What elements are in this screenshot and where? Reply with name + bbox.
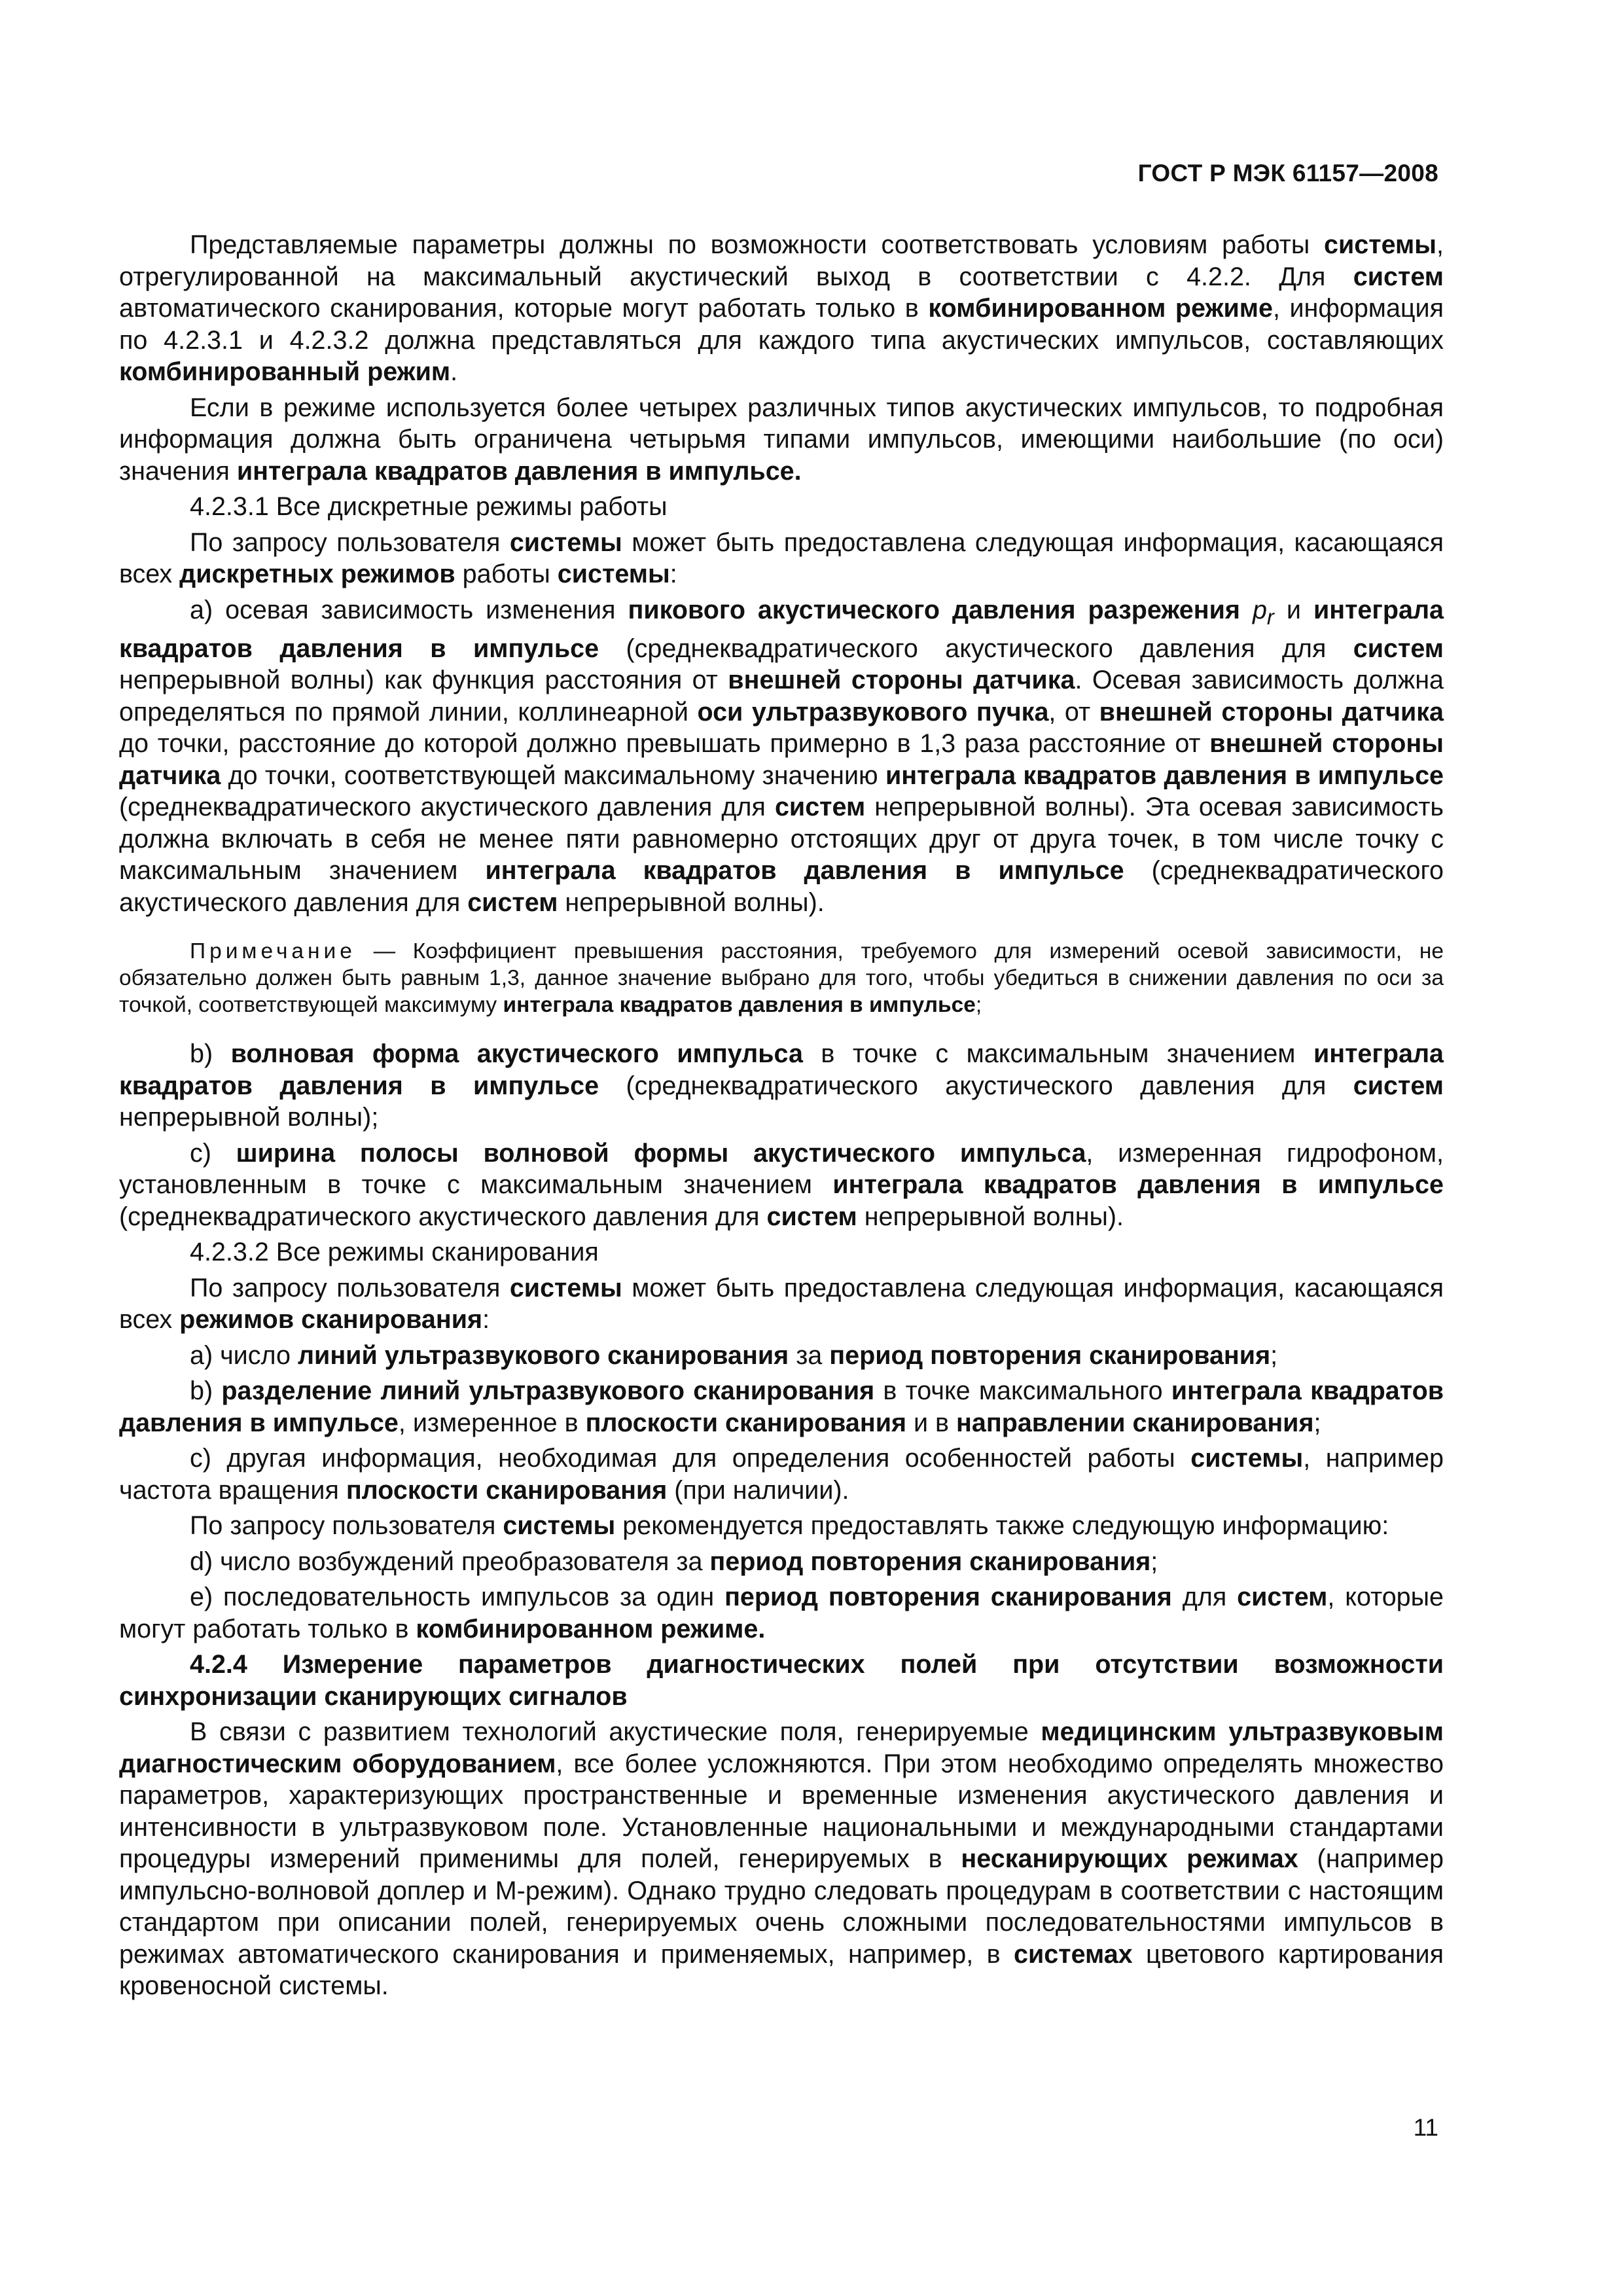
- text-run: Представляемые параметры должны по возможности соответствовать условиям работы: [190, 230, 1325, 259]
- text-run: .: [450, 357, 458, 386]
- text-run: , например частота вращения: [119, 1444, 1444, 1505]
- text-run: в точке максимального: [874, 1376, 1171, 1406]
- text-run: c): [190, 1138, 236, 1168]
- text-run: . Осевая зависимость должна определяться по прямой линии, коллинеарной: [119, 666, 1444, 726]
- text-run: интеграла квадратов давления в импульсе: [119, 1039, 1444, 1100]
- text-run: В связи с развитием технологий акустические поля, генерируемые: [190, 1717, 1041, 1747]
- text-run: дискретных режимов: [179, 560, 455, 588]
- text-run: , отрегулированной на максимальный акустический выход в соответствии с 4.2.2. Для: [119, 230, 1444, 291]
- body-paragraph: [119, 491, 1444, 523]
- text-run: комбинированном режиме: [928, 294, 1273, 323]
- body-paragraph: [119, 1340, 1444, 1372]
- text-run: По запросу пользователя: [190, 1511, 503, 1541]
- text-run: Примечание: [190, 939, 356, 964]
- body-paragraph: [119, 594, 1444, 919]
- text-run: период повторения сканирования: [829, 1340, 1271, 1370]
- text-run: 4.2.3.2 Все режимы сканирования: [190, 1238, 599, 1267]
- text-run: ;: [975, 993, 982, 1018]
- text-run: систем: [774, 793, 866, 822]
- text-run: (при наличии).: [667, 1475, 849, 1505]
- text-run: ;: [1270, 1340, 1278, 1370]
- text-run: :: [669, 560, 677, 588]
- text-run: e) последовательность импульсов за один: [190, 1583, 725, 1612]
- text-run: , все более усложняются. При этом необходимо определять множество параметров, характеризующих пространственные и временные изменения акустического давления и интенсивности в ультразвуковом поле. Установленные национальными и международными стандартами процедуры измерений применимы для полей, генерируемых в: [119, 1749, 1444, 1874]
- text-run: линий ультразвукового сканирования: [297, 1340, 789, 1370]
- text-run: рекомендуется предоставлять также следующую информацию:: [615, 1511, 1389, 1541]
- text-run: системы: [557, 560, 670, 588]
- text-run: плоскости сканирования: [585, 1408, 907, 1437]
- text-run: непрерывной волны).: [857, 1202, 1124, 1231]
- document-header: ГОСТ Р МЭК 61157—2008: [1137, 160, 1438, 187]
- text-run: в точке с максимальным значением: [802, 1039, 1313, 1069]
- body-paragraph: [119, 1581, 1444, 1645]
- text-run: комбинированный режим: [119, 357, 451, 386]
- text-run: за: [789, 1340, 830, 1370]
- text-run: плоскости сканирования: [346, 1475, 668, 1505]
- text-run: и: [1274, 595, 1313, 624]
- text-run: внешней стороны датчика: [1099, 697, 1444, 726]
- text-run: для: [1171, 1583, 1238, 1612]
- text-run: автоматического сканирования, которые могут работать только в: [119, 294, 929, 323]
- text-run: системы: [509, 1273, 622, 1302]
- text-run: , измеренная гидрофоном, установленным в точке с максимальным значением: [119, 1138, 1444, 1200]
- text-run: По запросу пользователя: [190, 1273, 510, 1302]
- text-run: Если в режиме используется более четырех различных типов акустических импульсов, то подробная информация должна быть ограничена четырьмя типами импульсов, имеющими наибольшие (по оси) значения: [119, 393, 1444, 486]
- text-run: разделение линий ультразвукового сканирования: [221, 1376, 875, 1406]
- text-run: период повторения сканирования: [724, 1583, 1172, 1612]
- text-run: , измеренное в: [398, 1408, 586, 1437]
- text-run: интеграла квадратов давления в импульсе: [485, 856, 1124, 886]
- text-run: 4.2.3.1 Все дискретные режимы работы: [190, 492, 668, 521]
- text-run: цветового картирования кровеносной системы.: [119, 1939, 1444, 2001]
- text-run: p: [1252, 595, 1267, 624]
- text-run: несканирующих режимах: [961, 1844, 1298, 1874]
- text-run: системы: [1324, 230, 1437, 259]
- text-run: до точки, соответствующей максимальному значению: [221, 761, 885, 790]
- text-run: (среднеквадратического акустического давления для: [599, 1071, 1353, 1100]
- text-run: r: [1266, 604, 1274, 629]
- text-run: систем: [1353, 634, 1444, 663]
- text-run: ;: [1150, 1547, 1158, 1576]
- body-paragraph: [119, 1546, 1444, 1578]
- text-run: внешней стороны датчика: [728, 666, 1075, 695]
- text-run: непрерывной волны);: [119, 1103, 379, 1132]
- text-run: период повторения сканирования: [709, 1547, 1151, 1576]
- text-run: , которые могут работать только в: [119, 1583, 1444, 1643]
- text-run: направлении сканирования: [956, 1408, 1314, 1437]
- text-run: систем: [1353, 262, 1444, 291]
- text-run: комбинированном режиме.: [416, 1614, 766, 1643]
- text-run: медицинским ультразвуковым диагностическим оборудованием: [119, 1717, 1444, 1778]
- text-run: (среднеквадратического акустического давления для: [599, 634, 1353, 663]
- note-paragraph: [119, 938, 1444, 1018]
- text-run: b): [190, 1376, 222, 1406]
- text-run: систем: [1353, 1071, 1444, 1100]
- text-run: — Коэффициент превышения расстояния, требуемого для измерений осевой зависимости, не обязательно должен быть равным 1,3, данное значение выбрано для того, чтобы убедиться в снижении давления по оси за точкой, соответствующей максимуму: [119, 939, 1444, 1018]
- body-paragraph: [119, 1038, 1444, 1134]
- text-run: , информация по 4.2.3.1 и 4.2.3.2 должна представляться для каждого типа акустических импульсов, составляющих: [119, 294, 1444, 355]
- text-run: непрерывной волны). Эта осевая зависимость должна включать в себя не менее пяти равномерно отстоящих друг от друга точек, в том числе точку с максимальным значением: [119, 793, 1444, 886]
- body-paragraph: [119, 1716, 1444, 2002]
- text-run: :: [482, 1305, 490, 1335]
- text-run: интеграла квадратов давления в импульсе: [119, 1376, 1444, 1437]
- text-run: (среднеквадратического акустического давления для: [119, 1202, 767, 1231]
- body-paragraph: [119, 1138, 1444, 1233]
- body-paragraph: [119, 1510, 1444, 1542]
- text-run: 4.2.4 Измерение параметров диагностических полей при отсутствии возможности синхронизации сканирующих сигналов: [119, 1650, 1444, 1711]
- text-run: непрерывной волны).: [558, 888, 825, 917]
- text-run: непрерывной волны) как функция расстояния от: [119, 666, 728, 695]
- text-run: пикового акустического давления разрежения: [628, 595, 1253, 624]
- text-run: (например импульсно-волновой доплер и М-режим). Однако трудно следовать процедурам в соответствии с настоящим стандартом при описании полей, генерируемых очень сложными последовательностями импульсов в режимах автоматического сканирования и применяемых, например, в: [119, 1844, 1444, 1969]
- text-run: работы: [455, 560, 558, 588]
- text-run: , от: [1048, 697, 1099, 726]
- page-number: 11: [1413, 2114, 1438, 2141]
- text-run: d) число возбуждений преобразователя за: [190, 1547, 710, 1576]
- text-run: ширина полосы волновой формы акустического импульса: [236, 1138, 1086, 1168]
- text-run: систем: [766, 1202, 857, 1231]
- text-run: b): [190, 1039, 231, 1069]
- body-paragraph: [119, 392, 1444, 488]
- text-run: интеграла квадратов давления в импульсе: [503, 993, 976, 1018]
- text-run: a) число: [190, 1340, 298, 1370]
- section-heading: [119, 1649, 1444, 1712]
- text-run: режимов сканирования: [179, 1305, 483, 1335]
- text-run: внешней стороны датчика: [119, 729, 1444, 790]
- body-paragraph: [119, 527, 1444, 590]
- text-run: интеграла квадратов давления в импульсе: [119, 595, 1444, 663]
- text-run: (среднеквадратического акустического давления для: [119, 793, 775, 822]
- text-run: системы: [1190, 1444, 1304, 1473]
- body-paragraph: [119, 1443, 1444, 1506]
- text-run: систем: [1237, 1583, 1328, 1612]
- text-run: до точки, расстояние до которой должно превышать примерно в 1,3 раза расстояние от: [119, 729, 1210, 759]
- text-run: По запросу пользователя: [190, 528, 510, 557]
- text-run: волновая форма акустического импульса: [230, 1039, 803, 1069]
- text-run: интеграла квадратов давления в импульсе: [885, 761, 1444, 790]
- text-run: системы: [503, 1511, 616, 1541]
- text-run: c) другая информация, необходимая для определения особенностей работы: [190, 1444, 1191, 1473]
- text-run: интеграла квадратов давления в импульсе.: [236, 456, 802, 486]
- text-run: может быть предоставлена следующая информация, касающаяся всех: [119, 528, 1444, 588]
- document-body: [119, 229, 1444, 2006]
- text-run: и в: [906, 1408, 957, 1437]
- body-paragraph: [119, 1375, 1444, 1439]
- text-run: оси ультразвукового пучка: [697, 697, 1049, 726]
- text-run: интеграла квадратов давления в импульсе: [832, 1170, 1444, 1200]
- text-run: систем: [467, 888, 558, 917]
- text-run: a) осевая зависимость изменения: [190, 595, 628, 624]
- body-paragraph: [119, 229, 1444, 388]
- text-run: системы: [509, 528, 622, 557]
- body-paragraph: [119, 1236, 1444, 1268]
- text-run: может быть предоставлена следующая информация, касающаяся всех: [119, 1273, 1444, 1335]
- text-run: (среднеквадратического акустического давления для: [119, 856, 1444, 917]
- text-run: ;: [1313, 1408, 1321, 1437]
- body-paragraph: [119, 1272, 1444, 1336]
- text-run: системах: [1014, 1939, 1133, 1969]
